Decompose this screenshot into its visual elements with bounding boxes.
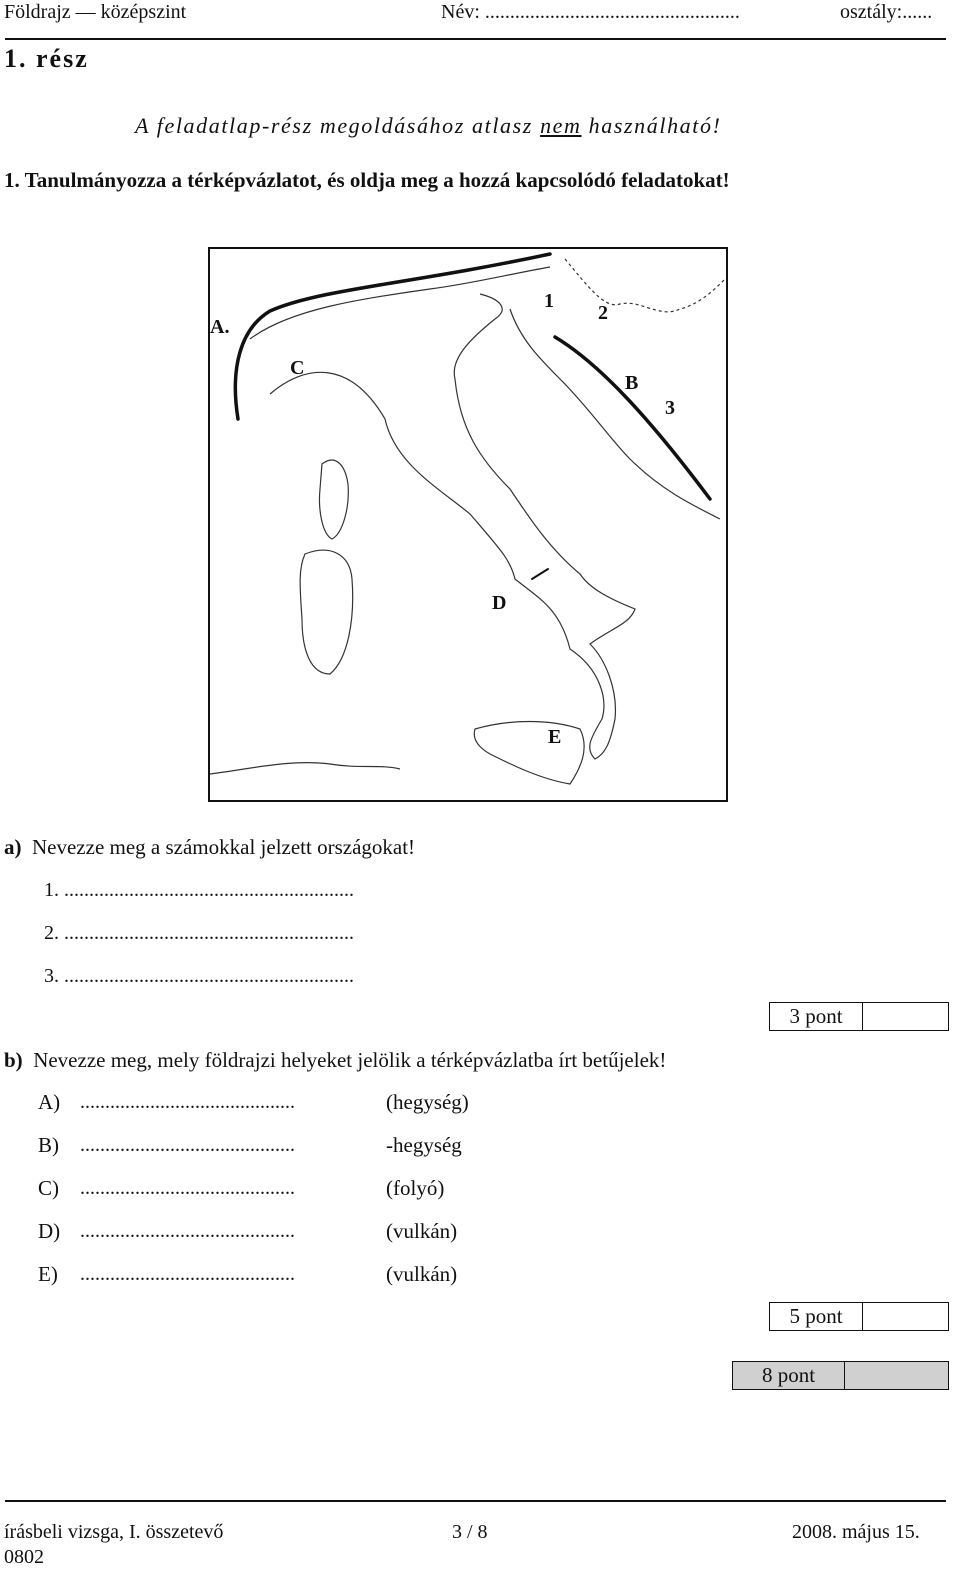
question-b — [4, 1048, 666, 1073]
answer-row-c-hint: (folyó) — [386, 1176, 445, 1200]
footer-left: írásbeli vizsga, I. összetevő — [4, 1521, 224, 1543]
map-label-d: D — [492, 592, 507, 614]
answer-row-d-dots[interactable]: ........................................... — [80, 1220, 295, 1242]
footer-page: 3 / 8 — [452, 1521, 488, 1543]
map-label-2: 2 — [598, 302, 608, 324]
part-title: 1. rész — [4, 44, 89, 73]
sicily-outline — [474, 722, 584, 785]
score-a-label: 3 pont — [770, 1003, 863, 1030]
score-total-field[interactable] — [845, 1362, 948, 1389]
answer-row-d-hint: (vulkán) — [386, 1219, 458, 1243]
score-b-field[interactable] — [863, 1303, 948, 1330]
answer-row-c-dots[interactable]: ........................................... — [80, 1177, 295, 1199]
instruction-before: A feladatlap-rész megoldásához atlasz — [135, 113, 541, 138]
adriatic-east-coast — [510, 309, 720, 519]
answer-line-1[interactable]: 1. .......................................................... — [44, 879, 354, 901]
question-a-text: Nevezze meg a számokkal jelzett országokat! — [32, 835, 416, 859]
score-box-b — [769, 1302, 949, 1331]
score-a-field[interactable] — [863, 1003, 948, 1030]
map-label-b: B — [625, 372, 639, 394]
answer-row-b-dots[interactable]: ........................................... — [80, 1134, 295, 1156]
map-sketch — [208, 247, 728, 802]
map-label-3: 3 — [665, 397, 675, 419]
question-a-letter: a) — [4, 835, 22, 859]
score-box-a — [769, 1002, 949, 1031]
map-label-e: E — [548, 726, 562, 748]
answer-row-a-hint: (hegység) — [386, 1090, 469, 1114]
header-subject: Földrajz — középszint — [4, 1, 187, 23]
score-box-total — [732, 1361, 949, 1390]
answer-row-d-label: D) — [38, 1219, 61, 1243]
answer-row-e-label: E) — [38, 1262, 58, 1286]
header-rule — [5, 38, 946, 40]
map-label-c: C — [290, 357, 305, 379]
answer-row-a-label: A) — [38, 1090, 61, 1114]
task-heading — [4, 168, 730, 193]
mountain-line-b — [555, 337, 710, 499]
task-number: 1. — [4, 168, 20, 192]
answer-row-c-label: C) — [38, 1176, 59, 1200]
sardinia-outline — [300, 550, 353, 674]
map-label-1: 1 — [544, 290, 554, 312]
answer-line-2[interactable]: 2. .......................................................... — [44, 922, 354, 944]
africa-coast — [210, 763, 400, 774]
task-text: Tanulmányozza a térképvázlatot, és oldja meg a hozzá kapcsolódó feladatokat! — [24, 168, 730, 192]
score-b-label: 5 pont — [770, 1303, 863, 1330]
question-b-letter: b) — [4, 1048, 23, 1072]
map-drawing — [210, 249, 726, 800]
footer-code: 0802 — [4, 1546, 44, 1568]
instruction-after: használható! — [581, 113, 722, 138]
answer-row-e-dots[interactable]: ........................................... — [80, 1263, 295, 1285]
answer-row-b-hint: -hegység — [386, 1133, 462, 1157]
volcano-line-d — [532, 569, 548, 579]
header-name-field: Név: ................................................... — [441, 1, 740, 23]
question-b-text: Nevezze meg, mely földrajzi helyeket jelölik a térképvázlatba írt betűjelek! — [33, 1048, 667, 1072]
answer-row-b-label: B) — [38, 1133, 59, 1157]
balkan-border — [565, 259, 725, 312]
answer-line-3[interactable]: 3. .......................................................... — [44, 965, 354, 987]
corsica-outline — [320, 460, 349, 539]
footer-rule — [5, 1500, 946, 1502]
score-total-label: 8 pont — [733, 1362, 845, 1389]
mountain-line-a — [235, 254, 550, 419]
italy-coastline — [270, 294, 635, 759]
answer-row-e-hint: (vulkán) — [386, 1262, 458, 1286]
question-a — [4, 835, 415, 860]
instruction-underlined: nem — [540, 113, 582, 138]
map-label-a: A. — [210, 316, 230, 338]
header-class-field: osztály:...... — [840, 1, 933, 23]
footer-date: 2008. május 15. — [792, 1521, 920, 1543]
instruction — [135, 113, 722, 139]
answer-row-a-dots[interactable]: ........................................... — [80, 1091, 295, 1113]
